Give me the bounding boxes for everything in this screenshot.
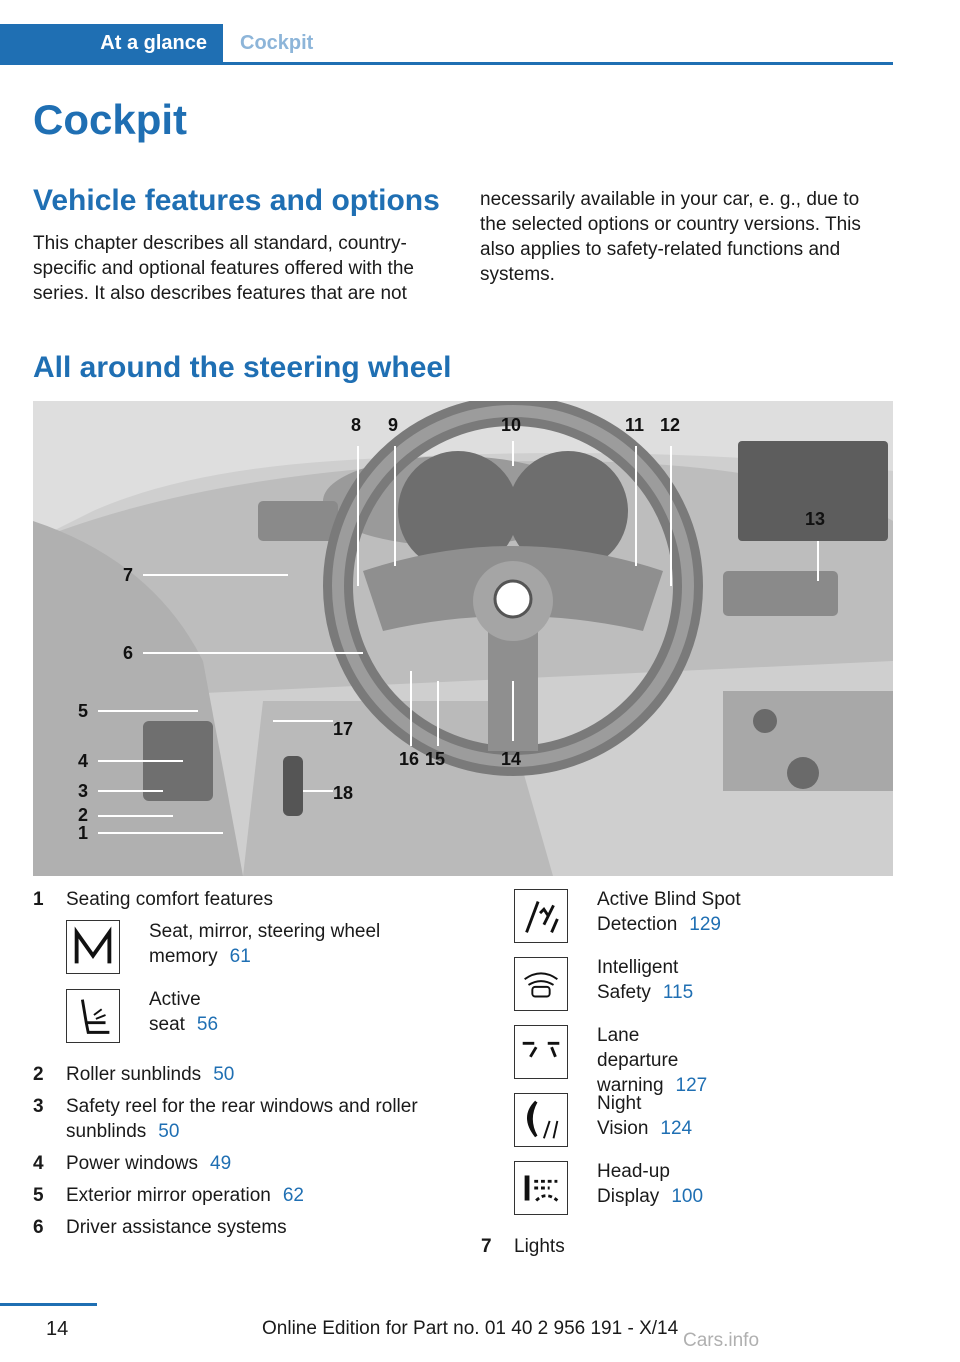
item-text <box>66 1062 446 1087</box>
list-subitem-memory <box>149 919 419 969</box>
page-ref-link[interactable]: 62 <box>282 1185 304 1206</box>
section-heading-features: Vehicle features and options <box>33 184 440 217</box>
footer-rule <box>0 1303 97 1306</box>
page-ref-link[interactable]: 56 <box>196 1014 219 1035</box>
callout-14: 14 <box>501 749 522 769</box>
callout-15: 15 <box>425 749 446 769</box>
cockpit-drawing <box>33 401 893 876</box>
tab-at-a-glance[interactable]: At a glance <box>0 24 223 62</box>
list-subitem-night-vision <box>597 1091 692 1141</box>
item-label: Intelligent Safety <box>597 957 679 1003</box>
callout-2: 2 <box>78 805 89 825</box>
head-up-display-icon <box>514 1161 568 1215</box>
page-ref-link[interactable]: 115 <box>662 982 694 1003</box>
callout-5: 5 <box>78 701 89 721</box>
callout-8: 8 <box>351 415 362 435</box>
watermark-text: Cars.info <box>683 1330 760 1351</box>
page-title: Cockpit <box>33 96 188 143</box>
callout-7: 7 <box>123 565 134 585</box>
item-label: Seating comfort features <box>66 889 273 910</box>
callout-12: 12 <box>660 415 681 435</box>
callout-9: 9 <box>388 415 399 435</box>
list-subitem-blind-spot <box>597 887 827 937</box>
item-label: Active seat <box>149 989 201 1035</box>
section-heading-steering: All around the steering wheel <box>33 351 452 384</box>
blind-spot-icon <box>514 889 568 943</box>
item-label: Head-up Display <box>597 1161 670 1207</box>
list-subitem-intelligent-safety <box>597 955 693 1005</box>
item-label: Active Blind Spot Detection <box>597 889 741 935</box>
item-number: 2 <box>33 1064 44 1085</box>
item-label: Power windows <box>66 1153 198 1174</box>
item-number: 6 <box>33 1217 44 1238</box>
list-subitem-hud <box>597 1159 703 1209</box>
item-label: Driver assistance systems <box>66 1217 287 1238</box>
item-text <box>66 1094 446 1144</box>
list-subitem-lane-departure <box>597 1023 707 1098</box>
page-ref-link[interactable]: 129 <box>689 914 721 935</box>
page-ref-link[interactable]: 100 <box>671 1186 704 1207</box>
list-subitem-active-seat <box>149 987 218 1037</box>
page-ref-link[interactable]: 61 <box>229 946 251 967</box>
callout-18: 18 <box>333 783 354 803</box>
intro-text-col1: This chapter describes all standard, country-specific and optional features offered with the series. It also describes features that are not <box>33 233 414 304</box>
item-text <box>66 1183 446 1208</box>
item-number: 4 <box>33 1153 44 1174</box>
callout-16: 16 <box>399 749 420 769</box>
page-ref-link[interactable]: 49 <box>210 1153 232 1174</box>
item-label: Night Vision <box>597 1093 649 1139</box>
item-number: 1 <box>33 889 44 910</box>
footer-edition: Online Edition for Part no. 01 40 2 956 191 - X/14 <box>262 1318 679 1339</box>
intelligent-safety-icon <box>514 957 568 1011</box>
item-label: Seat, mirror, steering wheel memory <box>149 921 381 967</box>
callout-3: 3 <box>78 781 89 801</box>
item-label: Exterior mirror operation <box>66 1185 271 1206</box>
page-ref-link[interactable]: 124 <box>660 1118 693 1139</box>
item-number: 5 <box>33 1185 44 1206</box>
item-label: Safety reel for the rear windows and roller sunblinds <box>66 1096 418 1142</box>
callout-4: 4 <box>78 751 89 771</box>
page-ref-link[interactable]: 127 <box>675 1075 708 1096</box>
active-seat-icon <box>66 989 120 1043</box>
lane-departure-icon <box>514 1025 568 1079</box>
cockpit-illustration <box>33 401 893 876</box>
item-number: 7 <box>481 1236 492 1257</box>
intro-text-col2: necessarily available in your car, e. g., due to the selected options or country versions. This also applies to safety-related functions and systems. <box>480 189 861 285</box>
callout-10: 10 <box>501 415 522 435</box>
callout-11: 11 <box>625 415 645 435</box>
callout-6: 6 <box>123 643 134 663</box>
memory-M-icon <box>66 920 120 974</box>
page-ref-link[interactable]: 50 <box>213 1064 235 1085</box>
callout-17: 17 <box>333 719 354 739</box>
item-label: Lane departure warning <box>597 1025 679 1096</box>
night-vision-icon <box>514 1093 568 1147</box>
callout-13: 13 <box>805 509 826 529</box>
item-number: 3 <box>33 1096 44 1117</box>
item-label: Roller sunblinds <box>66 1064 202 1085</box>
page-number: 14 <box>46 1318 69 1340</box>
callout-1: 1 <box>78 823 89 843</box>
item-text <box>66 1151 446 1176</box>
page-ref-link[interactable]: 50 <box>158 1121 180 1142</box>
item-label: Lights <box>514 1236 565 1257</box>
tab-cockpit[interactable]: Cockpit <box>240 32 314 54</box>
